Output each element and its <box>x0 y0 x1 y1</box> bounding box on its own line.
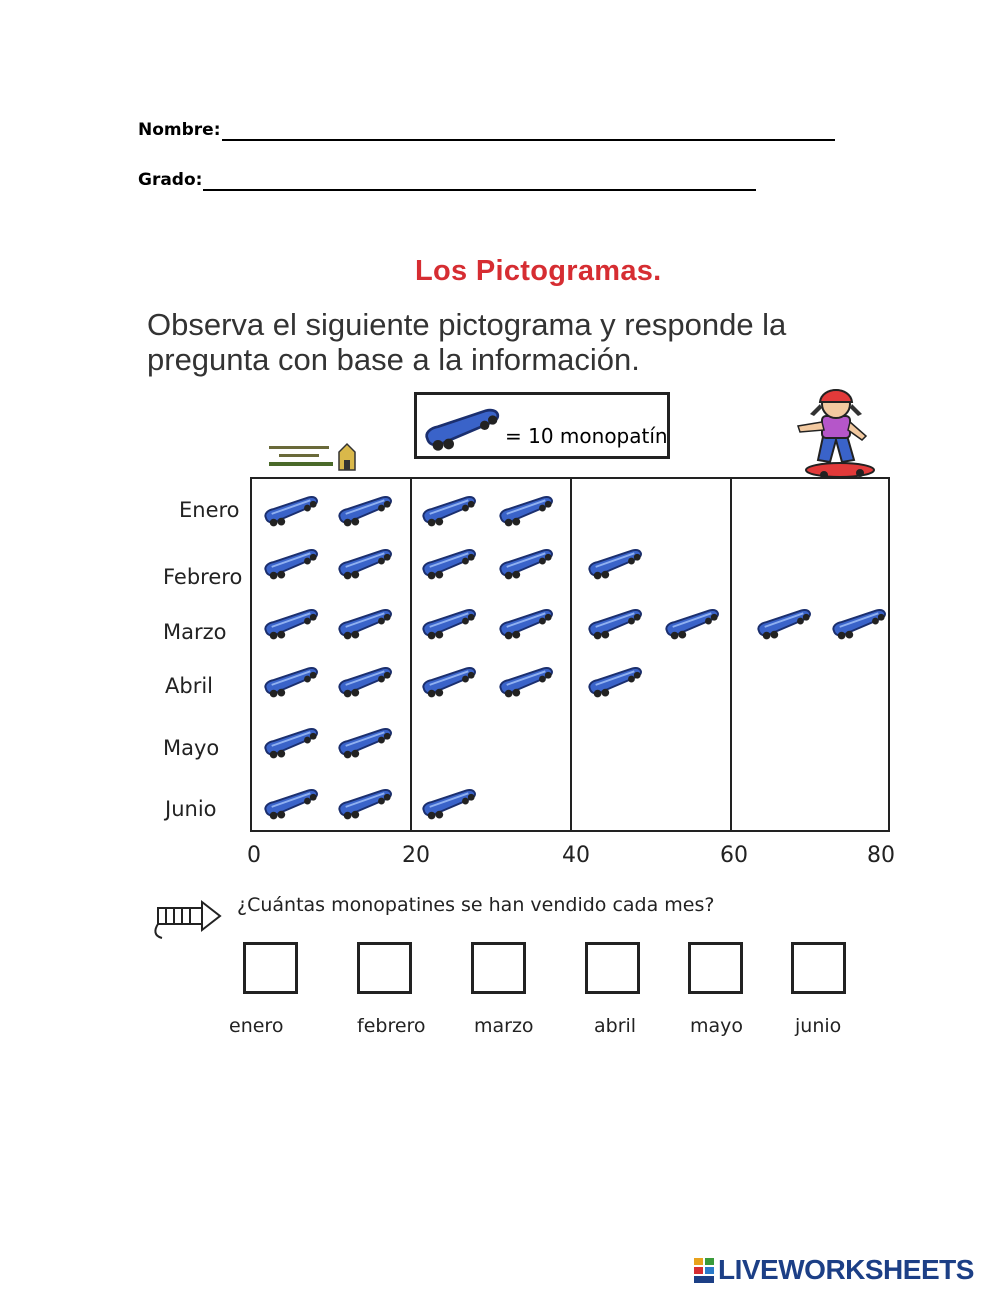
skateboard-icon <box>497 545 555 581</box>
skateboard-icon <box>262 605 320 641</box>
answer-box-enero[interactable] <box>243 942 298 994</box>
liveworksheets-logo-icon <box>694 1258 716 1284</box>
skateboard-icon <box>586 605 644 641</box>
legend-text: = 10 monopatín <box>505 424 668 448</box>
skateboard-icon <box>262 785 320 821</box>
skateboard-icon <box>830 605 888 641</box>
skateboard-icon <box>336 663 394 699</box>
page-title: Los Pictogramas. <box>415 255 662 287</box>
x-tick-80: 80 <box>867 843 895 868</box>
skateboard-icon <box>336 785 394 821</box>
answer-box-mayo[interactable] <box>688 942 743 994</box>
answer-box-abril[interactable] <box>585 942 640 994</box>
skateboard-icon <box>262 663 320 699</box>
x-tick-0: 0 <box>247 843 261 868</box>
answer-label-enero: enero <box>229 1015 284 1037</box>
skateboard-icon <box>663 605 721 641</box>
skateboard-icon <box>336 492 394 528</box>
x-tick-60: 60 <box>720 843 748 868</box>
skateboard-icon <box>586 545 644 581</box>
answer-box-junio[interactable] <box>791 942 846 994</box>
skateboard-icon <box>497 605 555 641</box>
row-label-mayo: Mayo <box>163 736 220 760</box>
answer-box-febrero[interactable] <box>357 942 412 994</box>
skateboard-icon <box>755 605 813 641</box>
pointing-arrow-icon <box>150 894 226 942</box>
skateboard-icon <box>262 545 320 581</box>
skateboard-icon <box>497 492 555 528</box>
skateboard-icon <box>336 724 394 760</box>
answer-label-abril: abril <box>594 1015 637 1037</box>
answer-label-febrero: febrero <box>357 1015 426 1037</box>
skateboard-icon <box>262 724 320 760</box>
skateboard-icon <box>420 545 478 581</box>
skateboard-icon <box>420 663 478 699</box>
skateboard-icon <box>420 785 478 821</box>
answer-label-marzo: marzo <box>474 1015 534 1037</box>
skateboard-icon <box>262 492 320 528</box>
brand-name: LIVEWORKSHEETS <box>718 1254 974 1285</box>
answer-label-mayo: mayo <box>690 1015 744 1037</box>
answer-box-marzo[interactable] <box>471 942 526 994</box>
skateboard-icon <box>336 545 394 581</box>
row-label-enero: Enero <box>179 498 240 522</box>
row-label-abril: Abril <box>165 674 213 698</box>
row-label-junio: Junio <box>165 797 217 821</box>
x-tick-40: 40 <box>562 843 590 868</box>
grade-label: Grado: <box>138 170 203 190</box>
row-label-marzo: Marzo <box>163 620 227 644</box>
skateboard-icon <box>420 492 478 528</box>
instruction-line-2: pregunta con base a la información. <box>147 342 640 377</box>
answer-label-junio: junio <box>795 1015 842 1037</box>
question-text: ¿Cuántas monopatines se han vendido cada mes? <box>237 894 715 916</box>
name-label: Nombre: <box>138 120 221 140</box>
row-label-febrero: Febrero <box>163 565 243 589</box>
instruction-line-1: Observa el siguiente pictograma y responde la <box>147 307 787 342</box>
skateboard-icon <box>586 663 644 699</box>
x-tick-20: 20 <box>402 843 430 868</box>
skateboard-icon <box>336 605 394 641</box>
skateboard-icon <box>420 605 478 641</box>
skateboard-icon <box>497 663 555 699</box>
